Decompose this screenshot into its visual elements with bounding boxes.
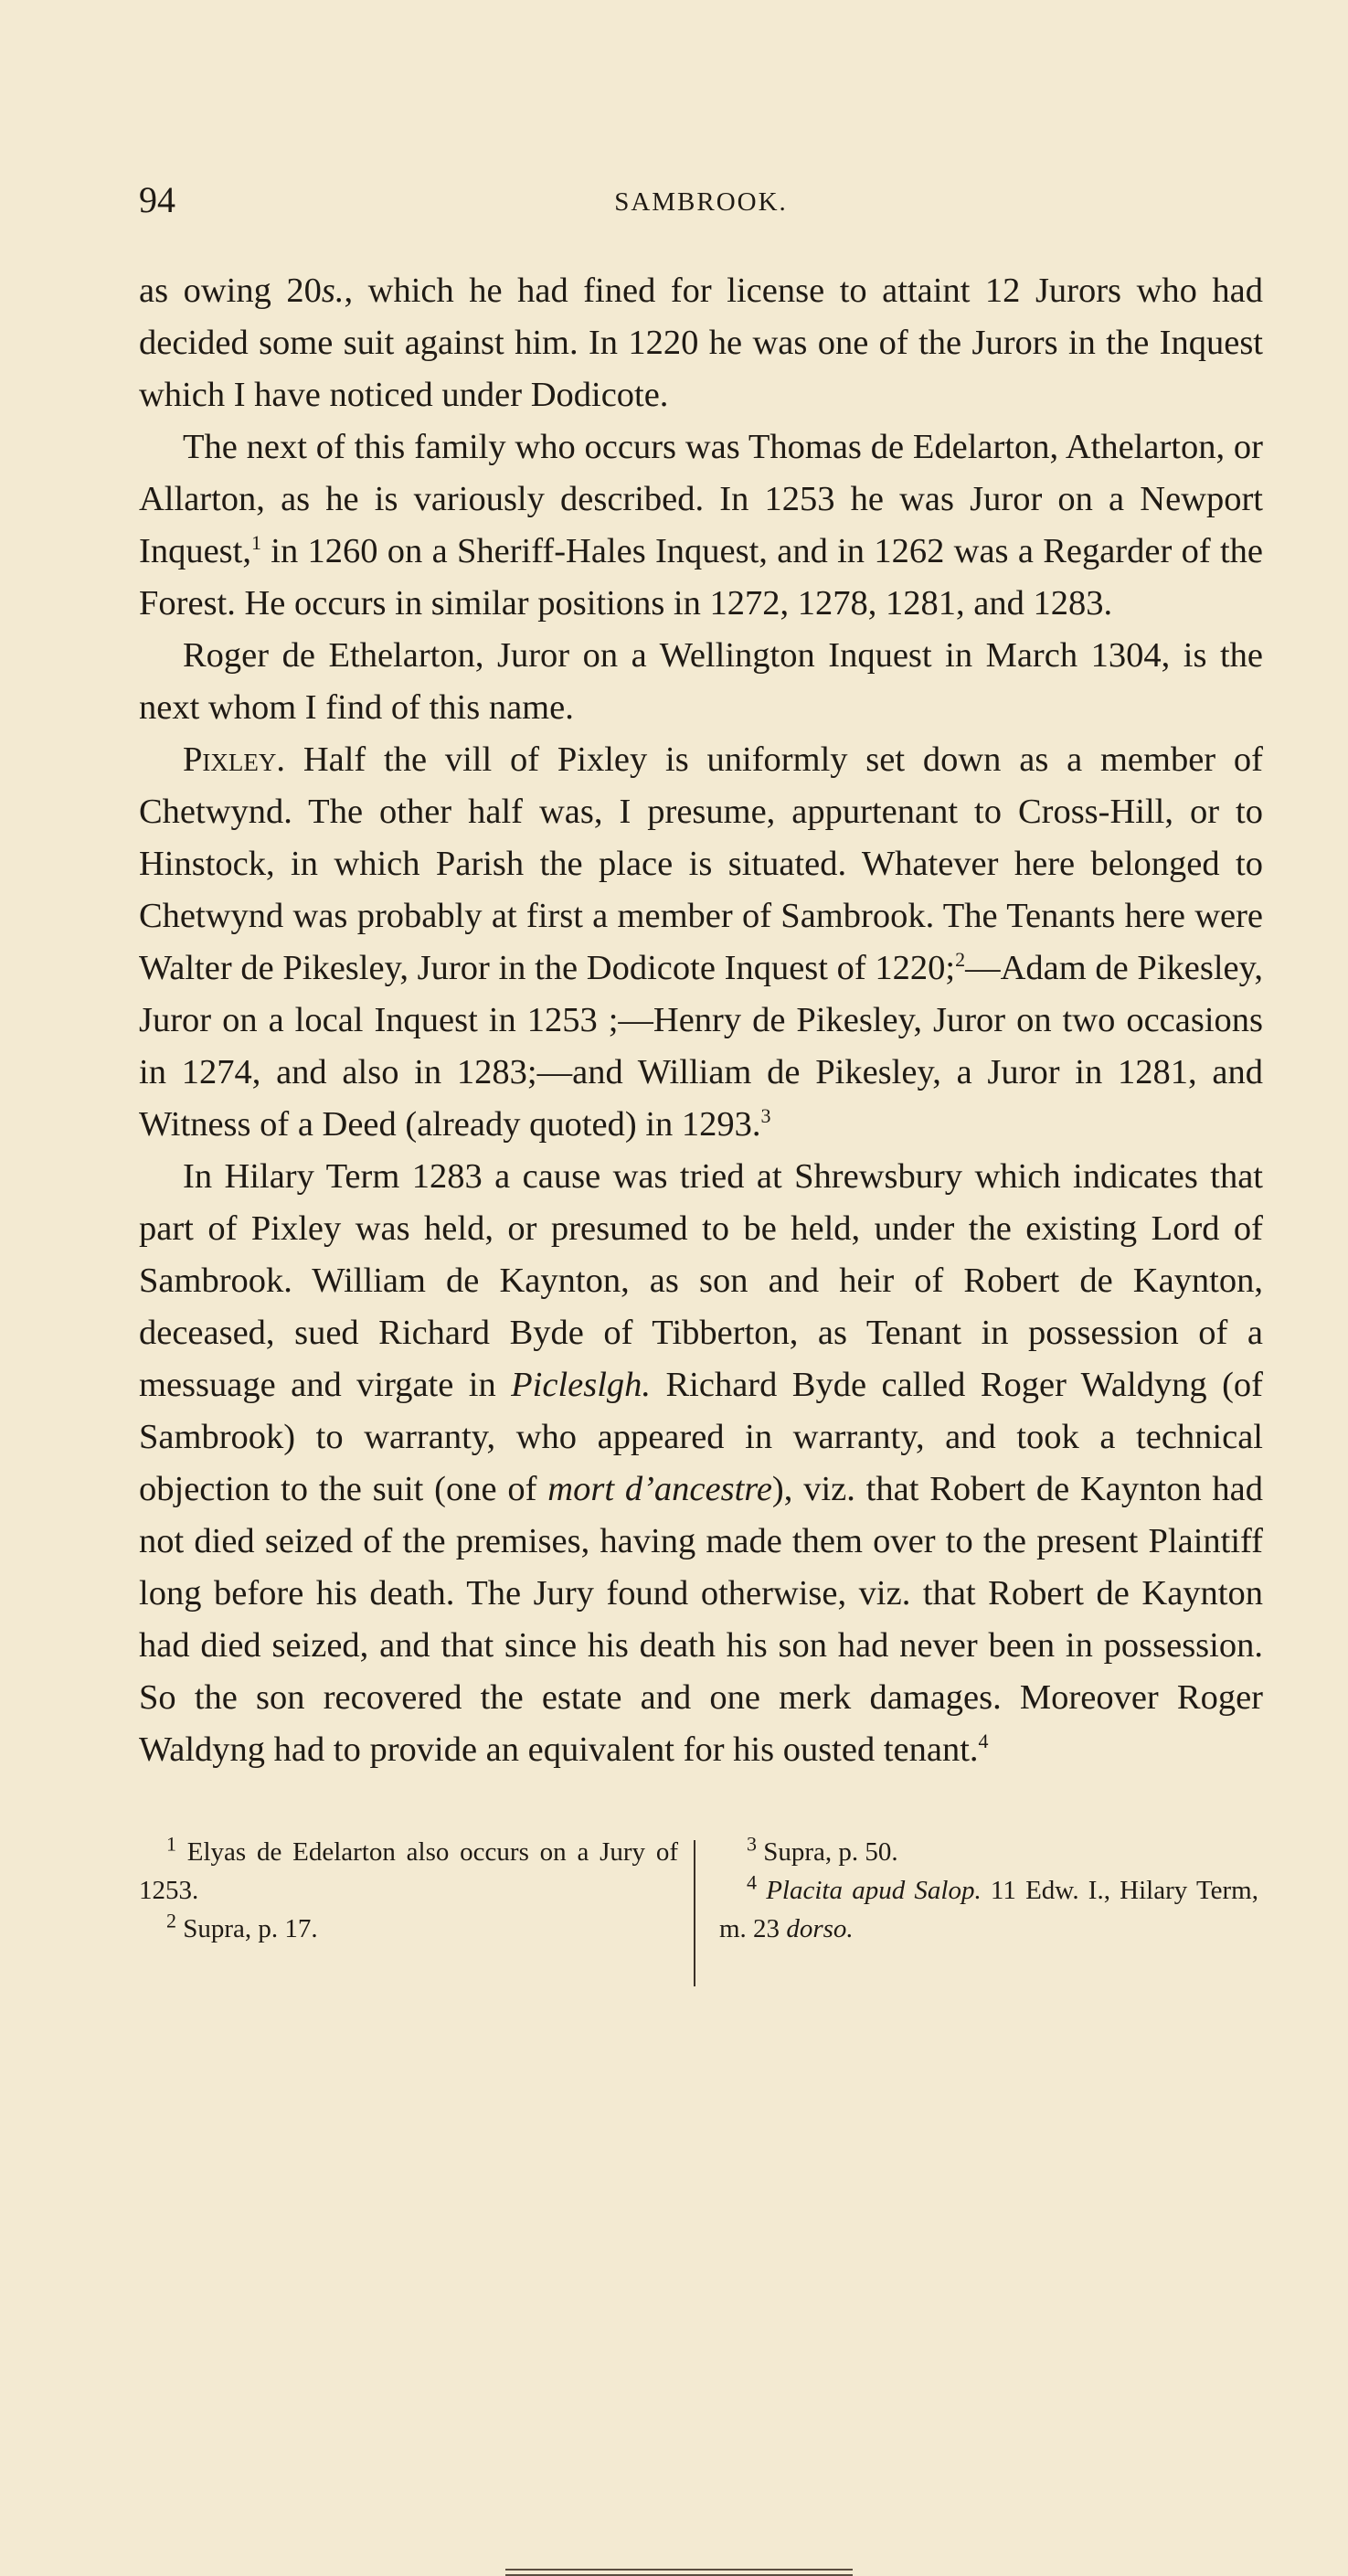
footnotes (139, 1833, 1263, 1997)
paragraph-4: Pixley. Half the vill of Pixley is uniformly set down as a member of Chetwynd. The other half was, I presume, appurtenant to Cross-Hill, or to Hinstock, in which Parish the place is situated. Whatever here belonged to Chetwynd was probably at first a member of Sambrook. The Tenants here were Walter de Pikesley, Juror in the Dodicote Inquest of 1220;$^2$—Adam de Pikesley, Juror on a local Inquest in 1253 ;—Henry de Pikesley, Juror on two occasions in 1274, and also in 1283;—and William de Pikesley, a Juror in 1281, and Witness of a Deed (already quoted) in 1293.$^3$ (139, 740, 1264, 1144)
footnote-ref-3: 3 (760, 1104, 771, 1128)
footnote-3: $^3$ Supra, p. 50. (747, 1832, 898, 1867)
paragraph-1: as owing 20s., which he had fined for license to attaint 12 Jurors who had decided some suit against him. In 1220 he was one of the Jurors in the Inquest which I have noticed under Dodicote. (139, 271, 1263, 414)
footnote-ref-1: 1 (250, 531, 261, 555)
body-text (139, 265, 1263, 1776)
page-number: 94 (139, 179, 175, 220)
paragraph-2: The next of this family who occurs was Thomas de Edelarton, Athelarton, or Allarton, as he is variously described. In 1253 he was Juror on a Newport Inquest,$^1$ in 1260 on a Sheriff-Hales Inquest, and in 1262 was a Regarder of the Forest. He occurs in similar positions in 1272, 1278, 1281, and 1283. (139, 428, 1263, 623)
footnotes-right-column (719, 1833, 1258, 1948)
page-header (139, 178, 1263, 233)
paragraph-3: Roger de Ethelarton, Juror on a Wellington Inquest in March 1304, is the next whom I find of this name. (139, 636, 1263, 727)
footnote-4: $^4$ Placita apud Salop. 11 Edw. I., Hilary Term, m. 23 dorso. (719, 1870, 1258, 1943)
footnote-2: $^2$ Supra, p. 17. (166, 1909, 318, 1943)
writ-name: mort d’ancestre (547, 1470, 772, 1508)
footnote-ref-2: 2 (955, 948, 966, 972)
end-rule (505, 2569, 853, 2576)
running-title: SAMBROOK. (614, 187, 788, 217)
footnote-ref-4: 4 (978, 1730, 989, 1753)
paragraph-5: In Hilary Term 1283 a cause was tried at Shrewsbury which indicates that part of Pixley was held, or presumed to be held, under the existing Lord of Sambrook. William de Kaynton, as son and heir of Robert de Kaynton, deceased, sued Richard Byde of Tibberton, as Tenant in possession of a messuage and virgate in Picleslgh. Richard Byde called Roger Waldyng (of Sambrook) to warranty, who appeared in warranty, and took a technical objection to the suit (one of mort d’ancestre), viz. that Robert de Kaynton had not died seized of the premises, having made them over to the present Plaintiff long before his death. The Jury found otherwise, viz. that Robert de Kaynton had died seized, and that since his death his son had never been in possession. So the son recovered the estate and one merk damages. Moreover Roger Waldyng had to provide an equivalent for his ousted tenant.$^4$ (139, 1157, 1264, 1769)
footnotes-left-column (139, 1833, 678, 1948)
footnote-1: $^1$ Elyas de Edelarton also occurs on a Jury of 1253. (139, 1832, 678, 1905)
place-name: Picleslgh. (511, 1366, 652, 1404)
footnote-column-divider (694, 1840, 695, 1986)
section-heading-pixley: Pixley. (183, 740, 286, 779)
